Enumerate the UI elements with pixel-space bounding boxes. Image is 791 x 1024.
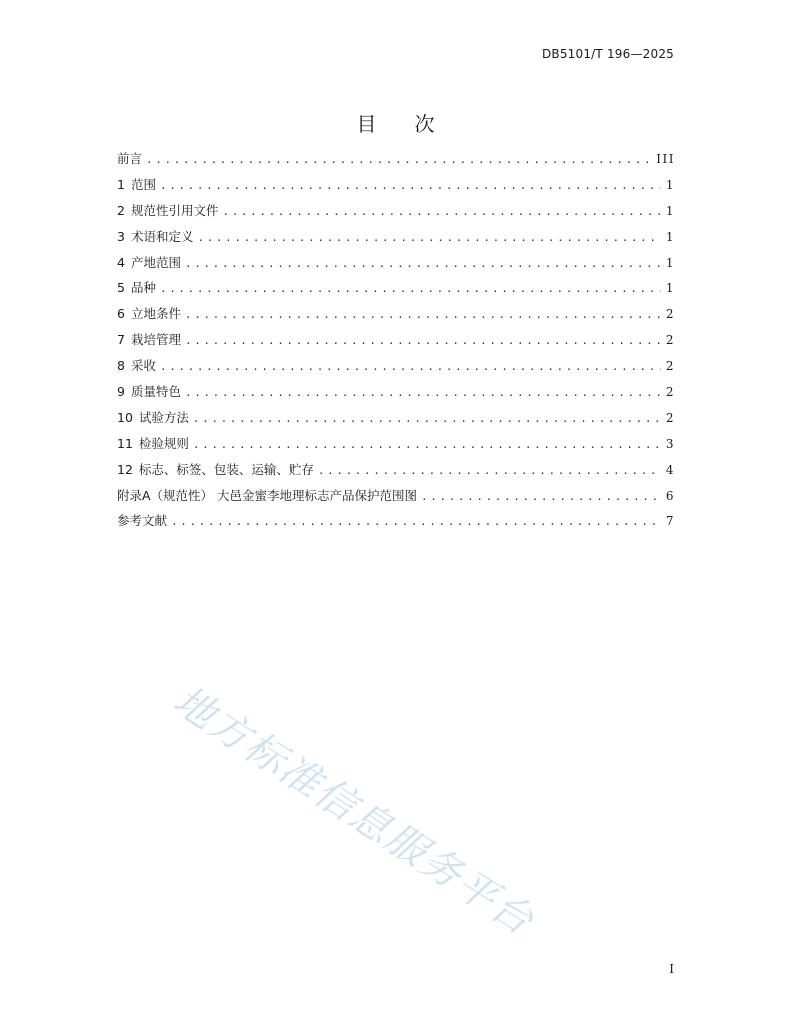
page-title [0,108,791,137]
toc-entry-title: 试验方法 [138,409,189,425]
toc-entry[interactable] [117,409,675,435]
toc-entry[interactable] [117,279,675,305]
toc-leader-dots [160,177,661,195]
toc-entry-page: 7 [665,514,675,529]
toc-entry-title: 标志、标签、包装、运输、贮存 [138,461,314,477]
toc-entry-number: 8 [117,358,125,374]
toc-entry-page: 1 [665,177,675,192]
toc-entry-number: 3 [117,228,125,244]
toc-entry-page: 2 [665,333,675,348]
toc-entry-title: 采收 [130,358,156,374]
toc-entry-page: 3 [665,436,675,451]
toc-entry-page: 1 [665,281,675,296]
toc-leader-dots [193,436,661,454]
toc-entry-label [117,409,193,427]
toc-entry-number: 9 [117,384,125,400]
toc-leader-dots [185,384,661,402]
toc-entry-label [117,331,185,349]
toc-leader-dots [185,306,661,324]
toc-entry-page: 1 [665,255,675,270]
toc-leader-dots [318,462,661,480]
toc-entry[interactable] [117,357,675,383]
toc-entry-title: 附录A（规范性） 大邑金蜜李地理标志产品保护范围图 [117,487,418,503]
toc-entry[interactable] [117,176,675,202]
toc-leader-dots [185,255,661,273]
toc-entry[interactable] [117,150,675,176]
toc-leader-dots [421,488,661,506]
toc-leader-dots [160,358,661,376]
toc-entry-title: 检验规则 [138,435,189,451]
toc-leader-dots [171,513,661,531]
toc-leader-dots [185,332,661,350]
toc-entry-title: 栽培管理 [130,332,181,348]
toc-entry-label [117,228,197,246]
toc-entry[interactable] [117,305,675,331]
toc-entry[interactable] [117,254,675,280]
toc-entry-label [117,279,160,297]
title-char-2: 次 [414,112,435,137]
toc-entry-label [117,202,222,220]
toc-entry-label [117,254,185,272]
toc-entry-number: 10 [117,409,133,425]
page-number: I [669,962,674,976]
toc-entry[interactable] [117,461,675,487]
toc-entry-title: 前言 [117,151,143,166]
toc-entry-title: 规范性引用文件 [130,202,219,218]
toc-entry-page: 2 [665,385,675,400]
toc-entry-title: 质量特色 [130,384,181,400]
toc-entry-number: 1 [117,176,125,192]
toc-entry-title: 术语和定义 [130,228,194,244]
table-of-contents [117,150,675,538]
toc-entry-page: 1 [665,203,675,218]
toc-entry[interactable] [117,228,675,254]
toc-entry-label [117,461,318,479]
toc-entry-label [117,435,193,453]
toc-entry-label [117,487,421,505]
toc-entry-number: 6 [117,306,125,322]
toc-entry-page: 1 [665,229,675,244]
toc-entry-number: 11 [117,435,133,451]
toc-leader-dots [222,203,660,221]
toc-entry-number: 4 [117,254,125,270]
toc-entry-label [117,383,185,401]
toc-entry-page: 2 [665,410,675,425]
toc-entry-page: 2 [665,307,675,322]
toc-entry-number: 7 [117,332,125,348]
watermark: 地方标准信息服务平台 [165,677,543,945]
toc-leader-dots [160,280,661,298]
toc-entry-label [117,305,185,323]
toc-entry[interactable] [117,512,675,538]
toc-entry[interactable] [117,487,675,513]
toc-entry-title: 产地范围 [130,254,181,270]
toc-entry-page: 6 [665,488,675,503]
document-code: DB5101/T 196—2025 [541,47,674,61]
title-char-1: 目 [356,112,377,137]
toc-entry-number: 5 [117,280,125,296]
toc-entry[interactable] [117,331,675,357]
toc-leader-dots [197,229,660,247]
toc-leader-dots [146,151,651,169]
toc-entry-page: III [656,152,675,166]
toc-entry-page: 2 [665,359,675,374]
toc-entry-title: 立地条件 [130,306,181,322]
toc-entry-label [117,150,146,168]
toc-entry-label [117,357,160,375]
toc-entry[interactable] [117,202,675,228]
toc-entry-title: 范围 [130,176,156,192]
toc-entry-title: 参考文献 [117,513,168,529]
toc-entry-page: 4 [665,462,675,477]
toc-entry-title: 品种 [130,280,156,296]
toc-entry-label [117,176,160,194]
toc-entry[interactable] [117,383,675,409]
toc-entry-label [117,512,171,530]
toc-entry[interactable] [117,435,675,461]
toc-entry-number: 12 [117,461,133,477]
toc-leader-dots [193,410,661,428]
toc-entry-number: 2 [117,202,125,218]
